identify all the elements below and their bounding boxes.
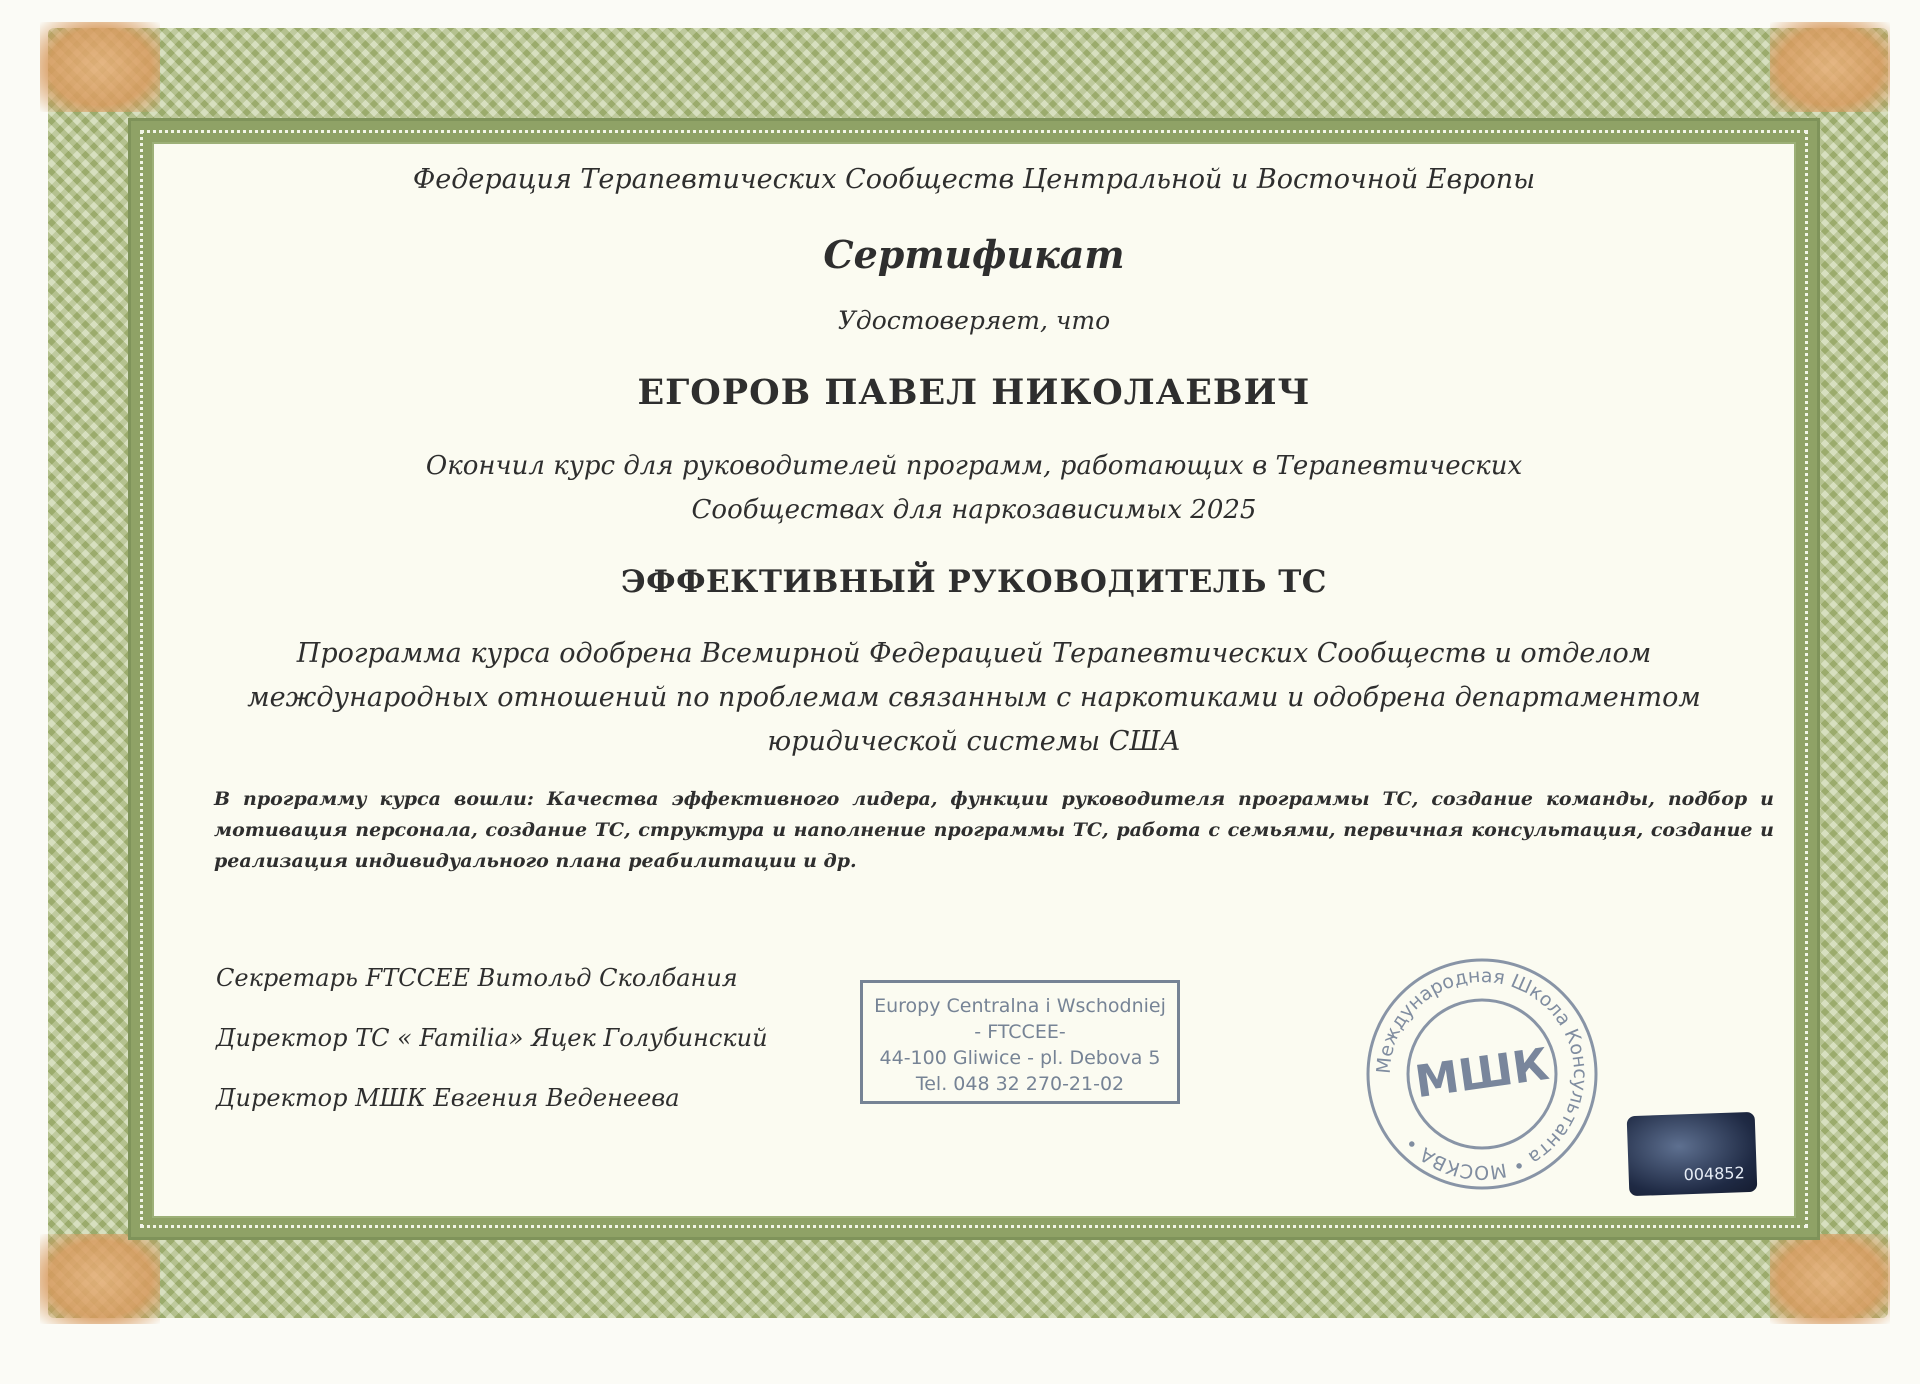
completed-course-text: Окончил курс для руководителей программ, работающих в Терапевтических Сообществах для наркозависимых 2025 [425,451,1523,525]
recipient-name: ЕГОРОВ ПАВЕЛ НИКОЛАЕВИЧ [637,372,1311,413]
certificate-title: Сертификат [823,232,1125,277]
stamp-line-4: Tel. 048 32 270-21-02 [915,1073,1125,1095]
seal-ring-text: Международная Школа Консультанта • МОСКВА • [1372,964,1592,1184]
certifies-text: Удостоверяет, что [837,306,1111,335]
rectangular-stamp [860,980,1180,1104]
stamp-line-1: Europy Centralna i Wschodniej [874,995,1166,1017]
approval-text: Программа курса одобрена Всемирной Федерацией Терапевтических Сообществ и отделом международных отношений по проблемам связанным с наркотиками и одобрена департаментом юридической системы США [247,638,1701,757]
corner-ornament [1770,1234,1890,1324]
signature-director-mshk: Директор МШК Евгения Веденеева [216,1084,680,1112]
corner-ornament [40,1234,160,1324]
seal-center-text: МШК [1411,1038,1552,1109]
signature-secretary: Секретарь FTCCEE Витольд Сколбания [216,964,738,992]
corner-ornament [1770,22,1890,112]
certificate-body [152,142,1796,1218]
course-contents: В программу курса вошли: Качества эффективного лидера, функции руководителя программы ТС, создание команды, подбор и мотивация персонала, создание ТС, структура и наполнение программы ТС, работа с семьями, первичная консультация, создание и реализация индивидуального плана реабилитации и др. [214,788,1774,872]
hologram-sticker [1627,1112,1758,1196]
stamp-line-2: - FTCCEE- [974,1021,1066,1043]
stamp-line-3: 44-100 Gliwice - pl. Debova 5 [879,1047,1161,1069]
corner-ornament [40,22,160,112]
federation-name: Федерация Терапевтических Сообществ Центральной и Восточной Европы [412,164,1536,195]
signature-director-tc: Директор ТС « Familia» Яцек Голубинский [216,1024,768,1052]
course-title: ЭФФЕКТИВНЫЙ РУКОВОДИТЕЛЬ ТС [621,564,1327,600]
round-seal [1364,956,1600,1192]
hologram-number: 004852 [1683,1163,1746,1185]
